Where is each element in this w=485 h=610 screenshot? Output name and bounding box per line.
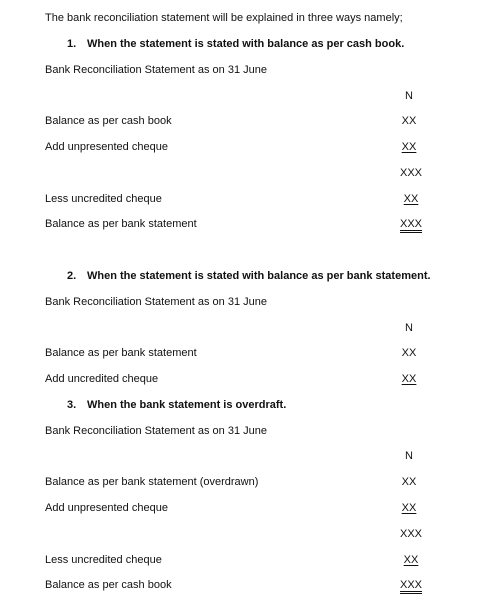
section-3-row-2-label: Add unpresented cheque [45, 502, 168, 514]
section-3-number: 3. [67, 399, 77, 411]
section-2-row-1-amount: XX [401, 347, 417, 359]
section-1-row-2-label: Add unpresented cheque [45, 141, 168, 153]
section-3-row-5-label: Balance as per cash book [45, 579, 172, 591]
section-1-statement-title: Bank Reconciliation Statement as on 31 June [45, 64, 267, 76]
section-1-row-4-amount: XX [403, 193, 419, 205]
section-2-heading [67, 269, 431, 283]
section-2-row-2-label: Add uncredited cheque [45, 373, 159, 385]
intro-text: The bank reconciliation statement will be explained in three ways namely; [45, 12, 403, 24]
section-1-row-2-amount: XX [401, 141, 417, 153]
section-3-row-2-amount: XX [401, 502, 417, 514]
section-3-row-4-amount: XX [403, 554, 419, 566]
section-3-row-5-amount: XXX [391, 578, 431, 592]
section-3-row-1-label: Balance as per bank statement (overdrawn) [45, 476, 259, 488]
section-2-heading-text: When the statement is stated with balance as per bank statement. [87, 270, 431, 282]
section-3-statement-title: Bank Reconciliation Statement as on 31 June [45, 425, 267, 437]
section-1-heading-text: When the statement is stated with balance as per cash book. [87, 38, 405, 50]
section-1-row-1-label: Balance as per cash book [45, 115, 172, 127]
section-1-row-3-amount: XXX [399, 167, 422, 179]
section-1-heading [67, 37, 404, 51]
section-2-row-1-label: Balance as per bank statement [45, 347, 197, 359]
section-3-row-4-label: Less uncredited cheque [45, 554, 162, 566]
section-2-statement-title: Bank Reconciliation Statement as on 31 June [45, 296, 267, 308]
section-2-currency-header: N [405, 322, 413, 334]
section-1-row-4-label: Less uncredited cheque [45, 193, 162, 205]
section-2-row-2-amount: XX [401, 373, 417, 385]
section-1-currency-header: N [405, 90, 413, 102]
section-3-row-3-amount: XXX [399, 528, 422, 540]
section-1-row-1-amount: XX [401, 115, 417, 127]
section-3-row-1-amount: XX [401, 476, 417, 488]
section-1-number: 1. [67, 38, 77, 50]
section-1-row-5-label: Balance as per bank statement [45, 218, 197, 230]
section-2-number: 2. [67, 270, 77, 282]
section-3-heading [67, 398, 286, 412]
section-1-row-5-amount: XXX [391, 217, 431, 231]
section-3-heading-text: When the bank statement is overdraft. [87, 399, 287, 411]
section-3-currency-header: N [405, 450, 413, 462]
